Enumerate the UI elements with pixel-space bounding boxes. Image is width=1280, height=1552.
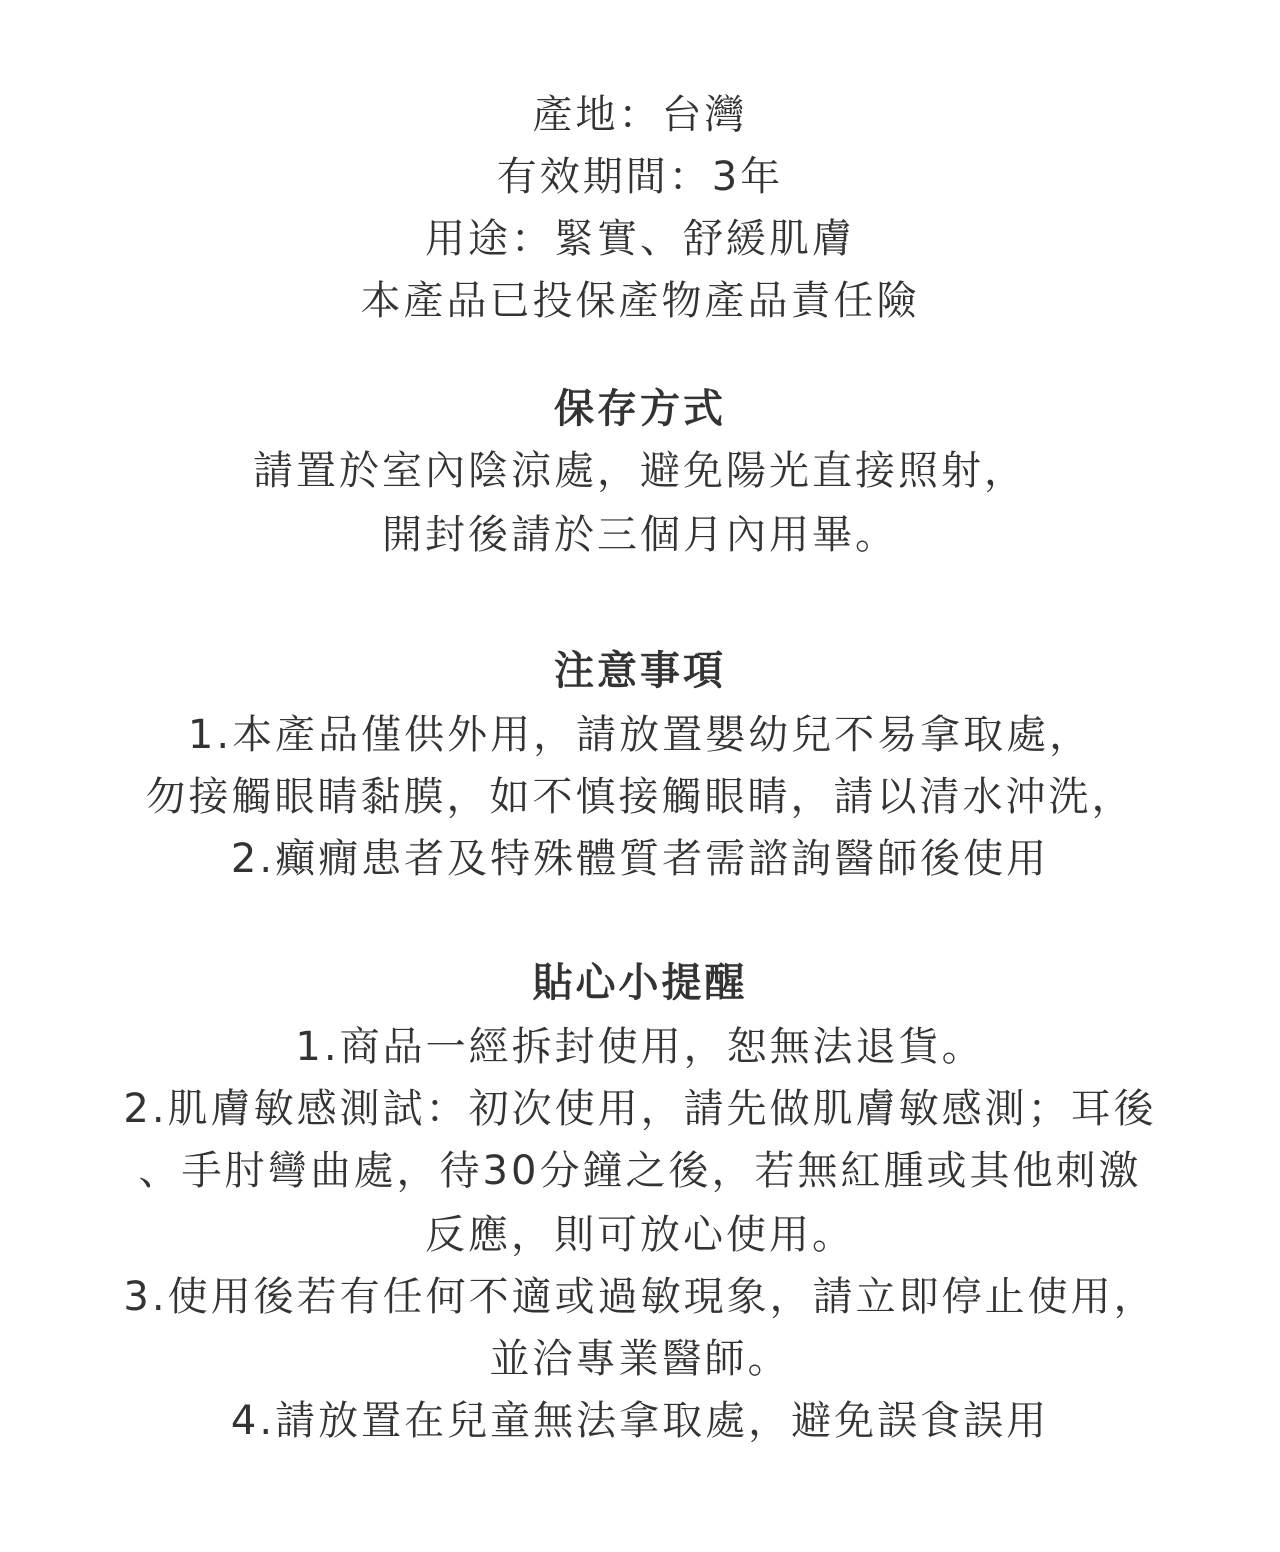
precautions-title: 注意事項 [554,648,726,694]
reminder-line: 、手肘彎曲處，待30分鐘之後，若無紅腫或其他刺激 [138,1148,1142,1194]
reminder-line: 2.肌膚敏感測試：初次使用，請先做肌膚敏感測；耳後 [123,1086,1157,1132]
reminder-line: 3.使用後若有任何不適或過敏現象，請立即停止使用， [123,1274,1157,1320]
reminder-line: 1.商品一經拆封使用，恕無法退貨。 [295,1024,985,1070]
origin-text: 產地：台灣 [532,92,748,138]
reminder-line: 4.請放置在兒童無法拿取處，避免誤食誤用 [230,1398,1050,1444]
insurance-text: 本產品已投保產物產品責任險 [360,278,920,324]
shelf-life-text: 有效期間：3年 [496,154,784,200]
usage-text: 用途：緊實、舒緩肌膚 [425,216,855,262]
reminders-title: 貼心小提醒 [532,960,748,1006]
precaution-line: 勿接觸眼睛黏膜，如不慎接觸眼睛，請以清水沖洗， [145,774,1135,820]
reminder-line: 反應，則可放心使用。 [425,1212,855,1258]
storage-line: 開封後請於三個月內用畢。 [382,512,898,558]
precaution-line: 1.本產品僅供外用，請放置嬰幼兒不易拿取處， [187,712,1093,758]
storage-line: 請置於室內陰涼處，避免陽光直接照射， [253,448,1027,494]
reminder-line: 並洽專業醫師。 [489,1336,791,1382]
storage-title: 保存方式 [554,386,726,432]
precaution-line: 2.癲癇患者及特殊體質者需諮詢醫師後使用 [230,836,1050,882]
